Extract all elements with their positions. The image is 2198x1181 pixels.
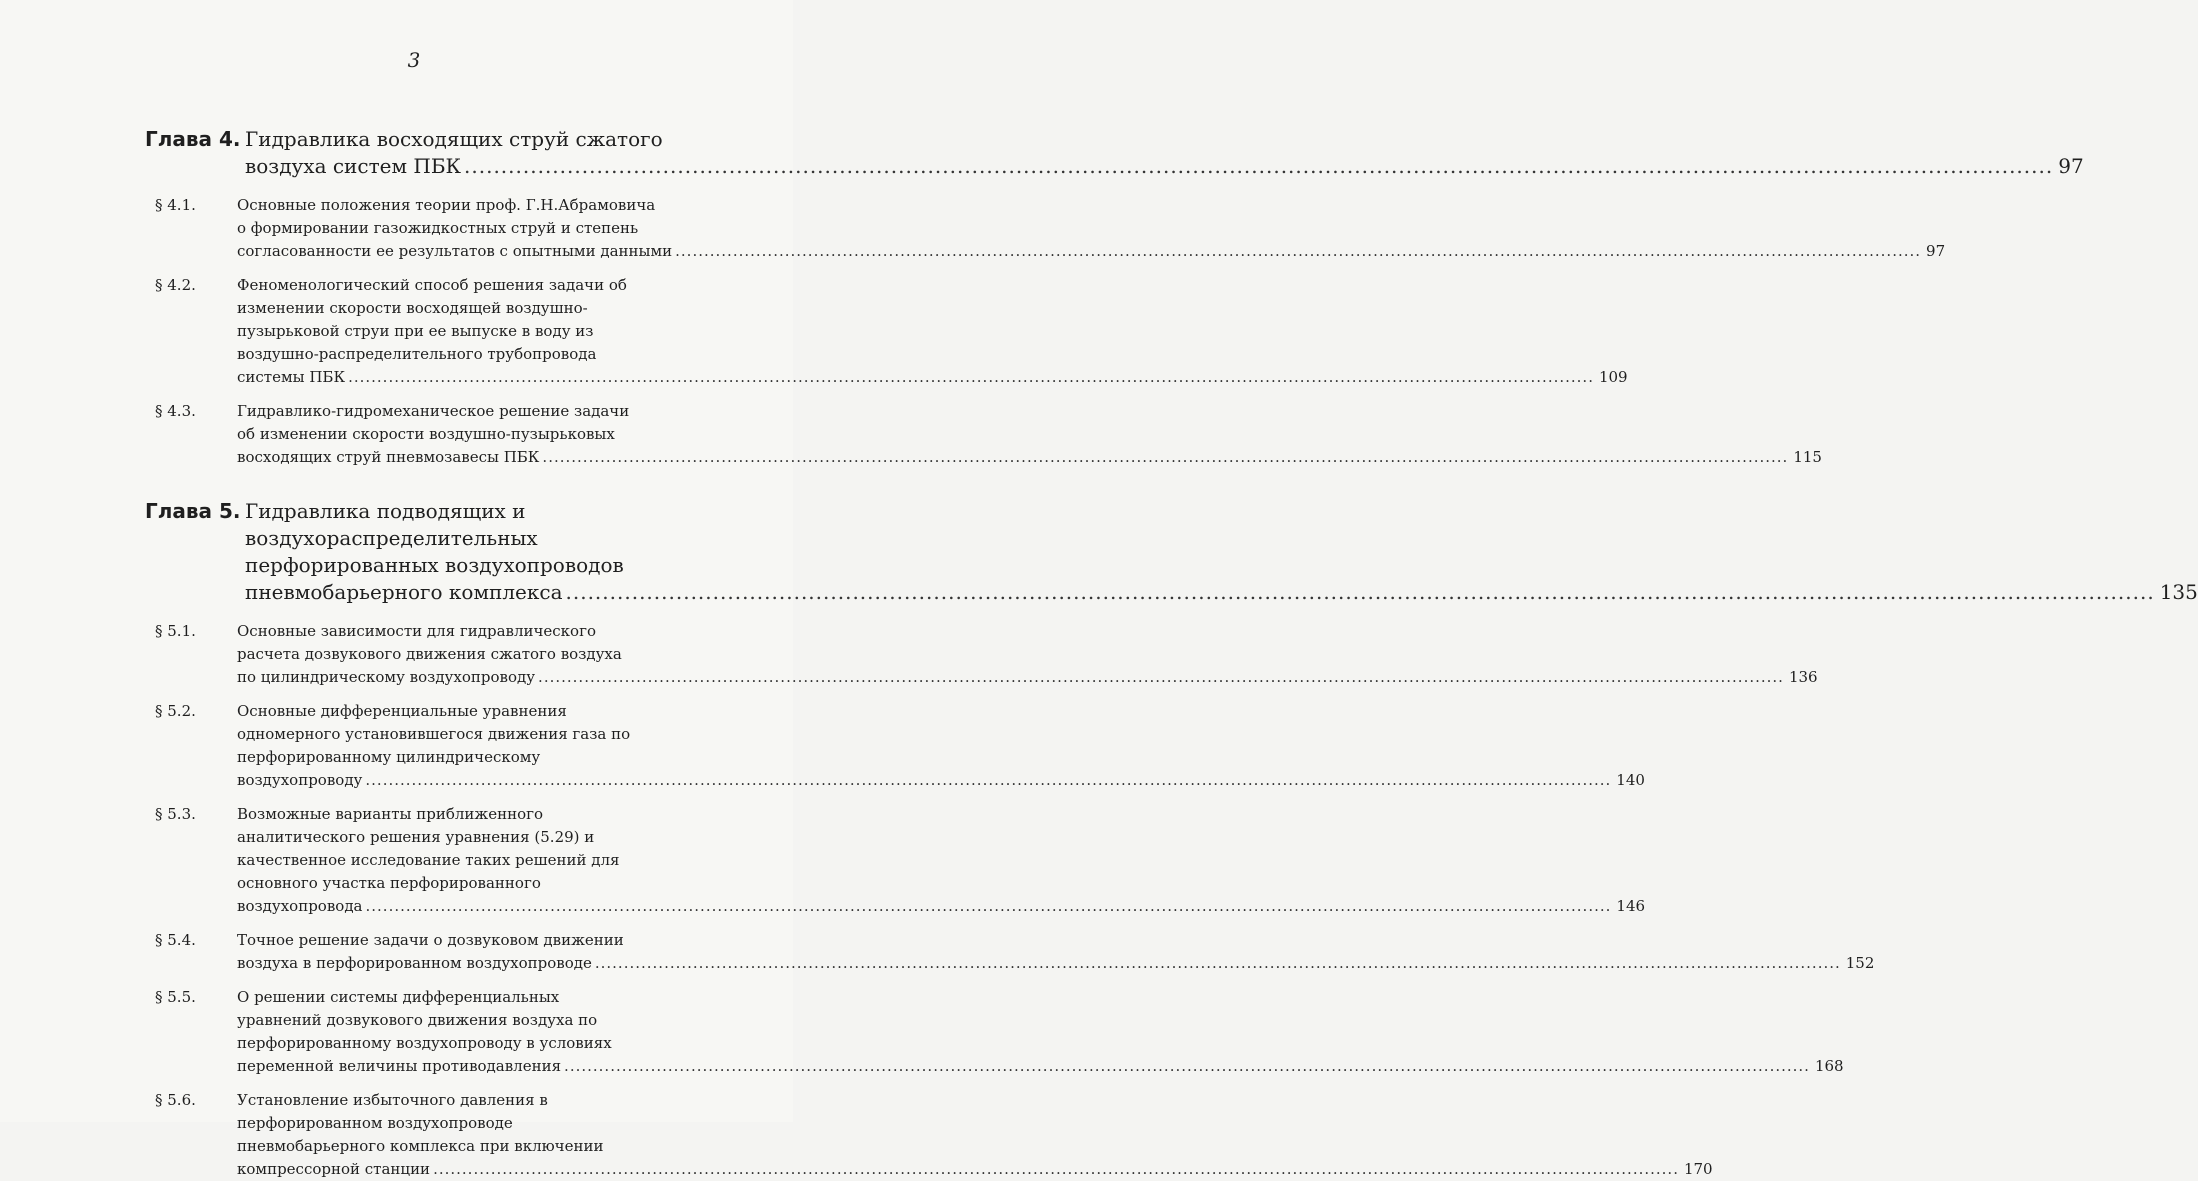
- chapter-title-line: воздухораспределительных: [245, 526, 538, 550]
- section-page-number: 97: [1926, 242, 1946, 260]
- dot-leader: [362, 769, 1614, 792]
- section-number: § 4.1.: [155, 196, 196, 214]
- section-title-line: перфорированном воздухопроводе: [237, 1114, 513, 1132]
- section-title-line: перфорированному цилиндрическому: [237, 748, 541, 766]
- chapter-title: [245, 126, 2084, 180]
- section-title-last-line: [237, 895, 1645, 918]
- section-title-last-line: [237, 240, 1945, 263]
- section-title-line: изменении скорости восходящей воздушно-: [237, 299, 588, 317]
- section-title-line: пневмобарьерного комплекса при включении: [237, 1137, 604, 1155]
- section-title-line: Гидравлико-гидромеханическое решение задачи: [237, 402, 630, 420]
- section-title-line: Основные положения теории проф. Г.Н.Абрамовича: [237, 196, 656, 214]
- section-entry[interactable]: [155, 194, 1946, 263]
- section-title-line: о формировании газожидкостных струй и степень: [237, 219, 639, 237]
- section-title-line: Установление избыточного давления в: [237, 1091, 548, 1109]
- chapter-title-line: пневмобарьерного комплекса: [245, 580, 563, 604]
- chapter-title-line: Гидравлика восходящих струй сжатого: [245, 127, 663, 151]
- dot-leader: [672, 240, 1924, 263]
- dot-leader: [430, 1158, 1682, 1181]
- section-title: [237, 700, 1645, 792]
- section-number: § 5.2.: [155, 702, 196, 720]
- section-title-last-line: [237, 952, 1874, 975]
- section-entry[interactable]: [155, 1089, 1713, 1181]
- section-page-number: 140: [1616, 771, 1645, 789]
- chapter-title: [245, 498, 2198, 606]
- section-title-line: компрессорной станции: [237, 1160, 431, 1178]
- section-entry[interactable]: [155, 986, 1844, 1078]
- chapter-entry[interactable]: [145, 498, 2198, 606]
- section-title: [237, 400, 1822, 469]
- section-title-line: согласованности ее результатов с опытными данными: [237, 242, 673, 260]
- dot-leader: [561, 1055, 1813, 1078]
- section-title-line: по цилиндрическому воздухопроводу: [237, 668, 536, 686]
- section-title-line: Основные дифференциальные уравнения: [237, 702, 567, 720]
- section-number: § 4.3.: [155, 402, 196, 420]
- section-title-line: одномерного установившегося движения газа по: [237, 725, 631, 743]
- section-number: § 5.1.: [155, 622, 196, 640]
- chapter-entry[interactable]: [145, 126, 2084, 180]
- chapter-page-number: 135: [2159, 580, 2198, 604]
- page-number: 3: [407, 48, 421, 72]
- dot-leader: [535, 666, 1787, 689]
- chapter-label: Глава 4.: [145, 127, 241, 151]
- section-entry[interactable]: [155, 274, 1628, 389]
- section-title-last-line: [237, 1055, 1844, 1078]
- chapter-title-last-line: [245, 579, 2198, 606]
- section-title-line: воздухопроводу: [237, 771, 363, 789]
- section-title: [237, 929, 1874, 975]
- section-title-line: воздухопровода: [237, 897, 363, 915]
- dot-leader: [363, 895, 1615, 918]
- section-title-last-line: [237, 446, 1822, 469]
- section-title-line: Основные зависимости для гидравлического: [237, 622, 596, 640]
- section-title-last-line: [237, 366, 1628, 389]
- section-title: [237, 1089, 1713, 1181]
- section-title-line: воздушно-распределительного трубопровода: [237, 345, 597, 363]
- section-title-line: уравнений дозвукового движения воздуха по: [237, 1011, 598, 1029]
- section-page-number: 170: [1683, 1160, 1713, 1178]
- chapter-label: Глава 5.: [145, 499, 241, 523]
- chapter-title-line: Гидравлика подводящих и: [245, 499, 526, 523]
- section-title-last-line: [237, 1158, 1713, 1181]
- section-title-line: воздуха в перфорированном воздухопроводе: [237, 954, 592, 972]
- section-title-line: пузырьковой струи при ее выпуске в воду из: [237, 322, 594, 340]
- section-title-line: Феноменологический способ решения задачи об: [237, 276, 627, 294]
- chapter-title-line: воздуха систем ПБК: [245, 154, 462, 178]
- section-title-line: системы ПБК: [237, 368, 346, 386]
- section-title-line: перфорированному воздухопроводу в условиях: [237, 1034, 612, 1052]
- section-title-last-line: [237, 666, 1818, 689]
- section-number: § 4.2.: [155, 276, 196, 294]
- dot-leader: [461, 153, 2056, 180]
- section-number: § 5.5.: [155, 988, 196, 1006]
- section-title-line: об изменении скорости воздушно-пузырьковых: [237, 425, 615, 443]
- dot-leader: [345, 366, 1597, 389]
- chapter-spacer: [145, 480, 683, 498]
- section-title: [237, 986, 1844, 1078]
- section-number: § 5.6.: [155, 1091, 196, 1109]
- dot-leader: [563, 579, 2158, 606]
- section-page-number: 146: [1616, 897, 1646, 915]
- chapter-title-line: перфорированных воздухопроводов: [245, 553, 624, 577]
- section-title-line: качественное исследование таких решений для: [237, 851, 620, 869]
- section-title-line: О решении системы дифференциальных: [237, 988, 560, 1006]
- table-of-contents: [145, 126, 2198, 1181]
- section-title-line: основного участка перфорированного: [237, 874, 541, 892]
- section-title-line: восходящих струй пневмозавесы ПБК: [237, 448, 540, 466]
- section-page-number: 168: [1814, 1057, 1844, 1075]
- dot-leader: [592, 952, 1844, 975]
- section-title-last-line: [237, 769, 1645, 792]
- section-number: § 5.4.: [155, 931, 196, 949]
- section-title-line: аналитического решения уравнения (5.29) и: [237, 828, 595, 846]
- chapter-page-number: 97: [2058, 154, 2084, 178]
- section-entry[interactable]: [155, 803, 1646, 918]
- section-page-number: 152: [1845, 954, 1875, 972]
- dot-leader: [539, 446, 1791, 469]
- section-number: § 5.3.: [155, 805, 196, 823]
- section-title-line: Точное решение задачи о дозвуковом движении: [237, 931, 624, 949]
- chapter-title-last-line: [245, 153, 2084, 180]
- section-page-number: 109: [1598, 368, 1628, 386]
- section-entry[interactable]: [155, 929, 1875, 975]
- section-entry[interactable]: [155, 700, 1645, 792]
- section-entry[interactable]: [155, 400, 1822, 469]
- section-title: [237, 803, 1645, 918]
- section-page-number: 136: [1788, 668, 1818, 686]
- section-title: [237, 620, 1818, 689]
- section-title-line: расчета дозвукового движения сжатого воздуха: [237, 645, 622, 663]
- section-title-line: Возможные варианты приближенного: [237, 805, 543, 823]
- section-title: [237, 274, 1628, 389]
- section-title-line: переменной величины противодавления: [237, 1057, 562, 1075]
- section-entry[interactable]: [155, 620, 1818, 689]
- section-page-number: 115: [1793, 448, 1822, 466]
- section-title: [237, 194, 1945, 263]
